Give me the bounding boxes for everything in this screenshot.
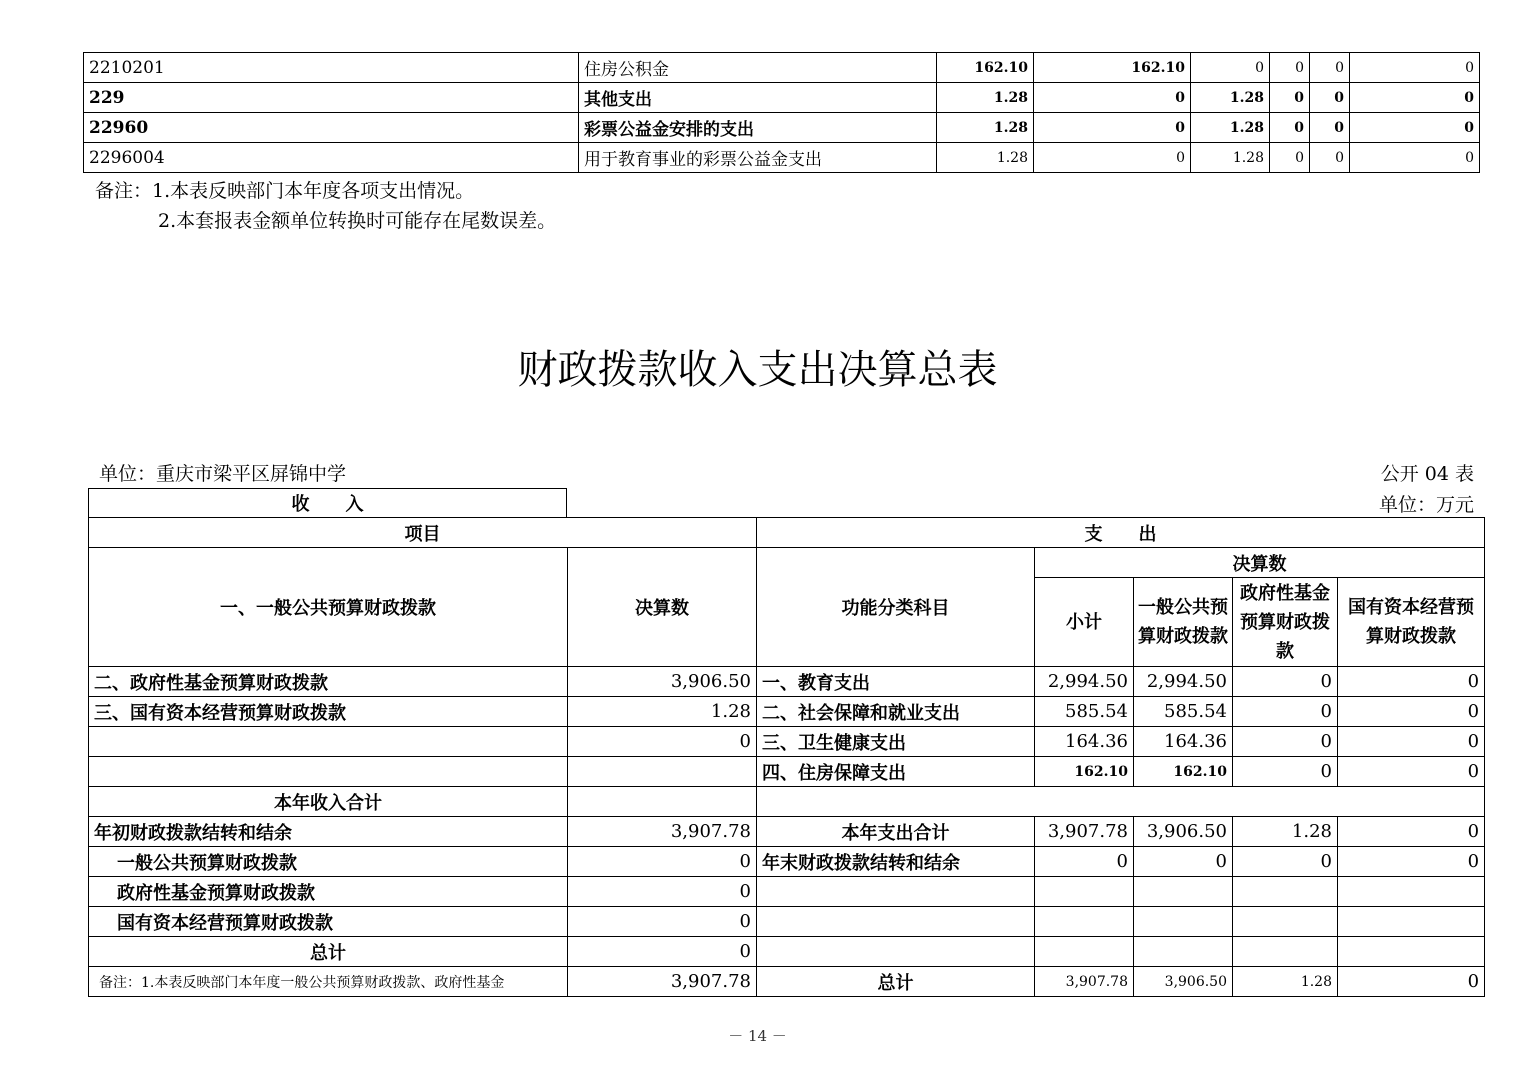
value-cell: 162.10 (937, 53, 1034, 83)
expense-header: 支 出 (757, 518, 1485, 548)
subject-name: 彩票公益金安排的支出 (579, 113, 937, 143)
state-capital-value: 0 (1338, 967, 1485, 997)
table-row (84, 113, 1480, 143)
empty-cell (757, 787, 1485, 817)
table-note-2: 2.本套报表金额单位转换时可能存在尾数误差。 (158, 210, 557, 232)
value-cell: 0 (1191, 53, 1270, 83)
general-value: 164.36 (1134, 727, 1233, 757)
value-cell: 0 (1034, 83, 1191, 113)
expense-item: 二、社会保障和就业支出 (757, 697, 1035, 727)
subject-code: 22960 (84, 113, 579, 143)
value-cell: 0 (1350, 143, 1480, 173)
govfund-header: 政府性基金预算财政拨款 (1233, 578, 1338, 667)
page-title: 财政拨款收入支出决算总表 (517, 347, 998, 393)
value-cell: 0 (1310, 113, 1350, 143)
expense-item: 三、卫生健康支出 (757, 727, 1035, 757)
sub-govfund-value: 0 (568, 877, 757, 907)
total-label-right: 总计 (757, 967, 1035, 997)
value-cell: 0 (1034, 143, 1191, 173)
table-row (89, 518, 1485, 548)
sub-general-label: 一般公共预算财政拨款 (89, 847, 568, 877)
value-cell: 1.28 (937, 113, 1034, 143)
income-header: 收 入 (89, 489, 567, 518)
empty-cell (757, 907, 1035, 937)
value-cell: 0 (1310, 83, 1350, 113)
income-item: 二、政府性基金预算财政拨款 (89, 667, 568, 697)
income-value: 0 (568, 727, 757, 757)
project-header: 项目 (89, 518, 757, 548)
table-row (84, 83, 1480, 113)
table-footnote: 备注：1.本表反映部门本年度一般公共预算财政拨款、政府性基金 (89, 967, 568, 997)
subtotal-header: 小计 (1035, 578, 1134, 667)
subtotal-value: 585.54 (1035, 697, 1134, 727)
govfund-value: 0 (1233, 697, 1338, 727)
income-value: 3,906.50 (568, 667, 757, 697)
expenditure-detail-table (83, 52, 1480, 173)
income-header-box (88, 488, 567, 518)
income-value: 1.28 (568, 697, 757, 727)
table-row (84, 143, 1480, 173)
value-cell: 162.10 (1034, 53, 1191, 83)
value-cell: 0 (1310, 143, 1350, 173)
subject-code: 229 (84, 83, 579, 113)
general-header: 一般公共预算财政拨款 (1134, 578, 1233, 667)
unit-organization: 单位：重庆市梁平区屏锦中学 (99, 463, 347, 485)
state-capital-header: 国有资本经营预算财政拨款 (1338, 578, 1485, 667)
subtotal-value: 164.36 (1035, 727, 1134, 757)
empty-cell (568, 787, 757, 817)
value-cell: 0 (1350, 83, 1480, 113)
subject-code: 2210201 (84, 53, 579, 83)
sub-govfund-label: 政府性基金预算财政拨款 (89, 877, 568, 907)
state-capital-value: 0 (1338, 697, 1485, 727)
value-cell: 0 (1034, 113, 1191, 143)
year-income-total-label: 本年收入合计 (89, 787, 568, 817)
end-carry-label: 年末财政拨款结转和结余 (757, 847, 1035, 877)
table-row (89, 937, 1485, 967)
function-class-header: 功能分类科目 (757, 548, 1035, 667)
income-item (89, 757, 568, 787)
empty-cell (1233, 937, 1338, 967)
subtotal-value: 3,907.78 (1035, 967, 1134, 997)
carry-over-value: 3,907.78 (568, 817, 757, 847)
empty-cell (757, 937, 1035, 967)
table-row (89, 907, 1485, 937)
table-row (89, 667, 1485, 697)
govfund-value: 0 (1233, 757, 1338, 787)
table-row (84, 53, 1480, 83)
general-value: 2,994.50 (1134, 667, 1233, 697)
income-item (89, 727, 568, 757)
carry-over-label: 年初财政拨款结转和结余 (89, 817, 568, 847)
fiscal-summary-table (88, 517, 1485, 997)
value-cell: 0 (1270, 113, 1310, 143)
total-label-left: 总计 (89, 937, 568, 967)
value-cell: 0 (1310, 53, 1350, 83)
subtotal-value: 3,907.78 (1035, 817, 1134, 847)
empty-cell (1035, 937, 1134, 967)
general-value: 162.10 (1134, 757, 1233, 787)
value-cell: 0 (1270, 53, 1310, 83)
value-cell: 1.28 (937, 83, 1034, 113)
state-capital-value: 0 (1338, 817, 1485, 847)
sub-state-label: 国有资本经营预算财政拨款 (89, 907, 568, 937)
table-row (89, 757, 1485, 787)
expense-item: 四、住房保障支出 (757, 757, 1035, 787)
empty-cell (1134, 877, 1233, 907)
empty-cell (1233, 907, 1338, 937)
govfund-value: 0 (1233, 847, 1338, 877)
table-row (89, 967, 1485, 997)
subject-name: 用于教育事业的彩票公益金支出 (579, 143, 937, 173)
final-amount-header: 决算数 (568, 548, 757, 667)
table-row (89, 727, 1485, 757)
state-capital-value: 0 (1338, 667, 1485, 697)
subtotal-value: 0 (1035, 847, 1134, 877)
general-value: 585.54 (1134, 697, 1233, 727)
empty-cell (1338, 937, 1485, 967)
final-amount-group-header: 决算数 (1035, 548, 1485, 578)
empty-cell (757, 877, 1035, 907)
currency-unit: 单位：万元 (1378, 494, 1474, 516)
state-capital-value: 0 (1338, 757, 1485, 787)
value-cell: 0 (1350, 53, 1480, 83)
table-row (89, 548, 1485, 578)
govfund-value: 0 (1233, 727, 1338, 757)
empty-cell (1134, 907, 1233, 937)
value-cell: 0 (1350, 113, 1480, 143)
table-note-1: 备注：1.本表反映部门本年度各项支出情况。 (95, 180, 475, 202)
footnote-row-value: 3,907.78 (568, 967, 757, 997)
govfund-value: 1.28 (1233, 817, 1338, 847)
empty-cell (1035, 877, 1134, 907)
subtotal-value: 2,994.50 (1035, 667, 1134, 697)
sub-general-value: 0 (568, 847, 757, 877)
subtotal-value: 162.10 (1035, 757, 1134, 787)
general-value: 3,906.50 (1134, 967, 1233, 997)
form-number: 公开 04 表 (1380, 463, 1474, 485)
general-value: 3,906.50 (1134, 817, 1233, 847)
value-cell: 1.28 (1191, 113, 1270, 143)
table-row (89, 787, 1485, 817)
empty-cell (1233, 877, 1338, 907)
subject-name: 其他支出 (579, 83, 937, 113)
value-cell: 0 (1270, 83, 1310, 113)
general-budget-header: 一、一般公共预算财政拨款 (89, 548, 568, 667)
state-capital-value: 0 (1338, 727, 1485, 757)
table-row (89, 817, 1485, 847)
value-cell: 1.28 (937, 143, 1034, 173)
table-row (89, 697, 1485, 727)
empty-cell (1134, 937, 1233, 967)
income-item: 三、国有资本经营预算财政拨款 (89, 697, 568, 727)
value-cell: 1.28 (1191, 143, 1270, 173)
general-value: 0 (1134, 847, 1233, 877)
expense-item: 一、教育支出 (757, 667, 1035, 697)
total-left-value: 0 (568, 937, 757, 967)
income-value (568, 757, 757, 787)
empty-cell (1338, 877, 1485, 907)
subject-code: 2296004 (84, 143, 579, 173)
empty-cell (1035, 907, 1134, 937)
table-row (89, 877, 1485, 907)
year-expense-total-label: 本年支出合计 (757, 817, 1035, 847)
govfund-value: 0 (1233, 667, 1338, 697)
value-cell: 0 (1270, 143, 1310, 173)
empty-cell (1338, 907, 1485, 937)
page-number: － 14 － (728, 1027, 787, 1045)
value-cell: 1.28 (1191, 83, 1270, 113)
sub-state-value: 0 (568, 907, 757, 937)
govfund-value: 1.28 (1233, 967, 1338, 997)
subject-name: 住房公积金 (579, 53, 937, 83)
table-row (89, 847, 1485, 877)
state-capital-value: 0 (1338, 847, 1485, 877)
